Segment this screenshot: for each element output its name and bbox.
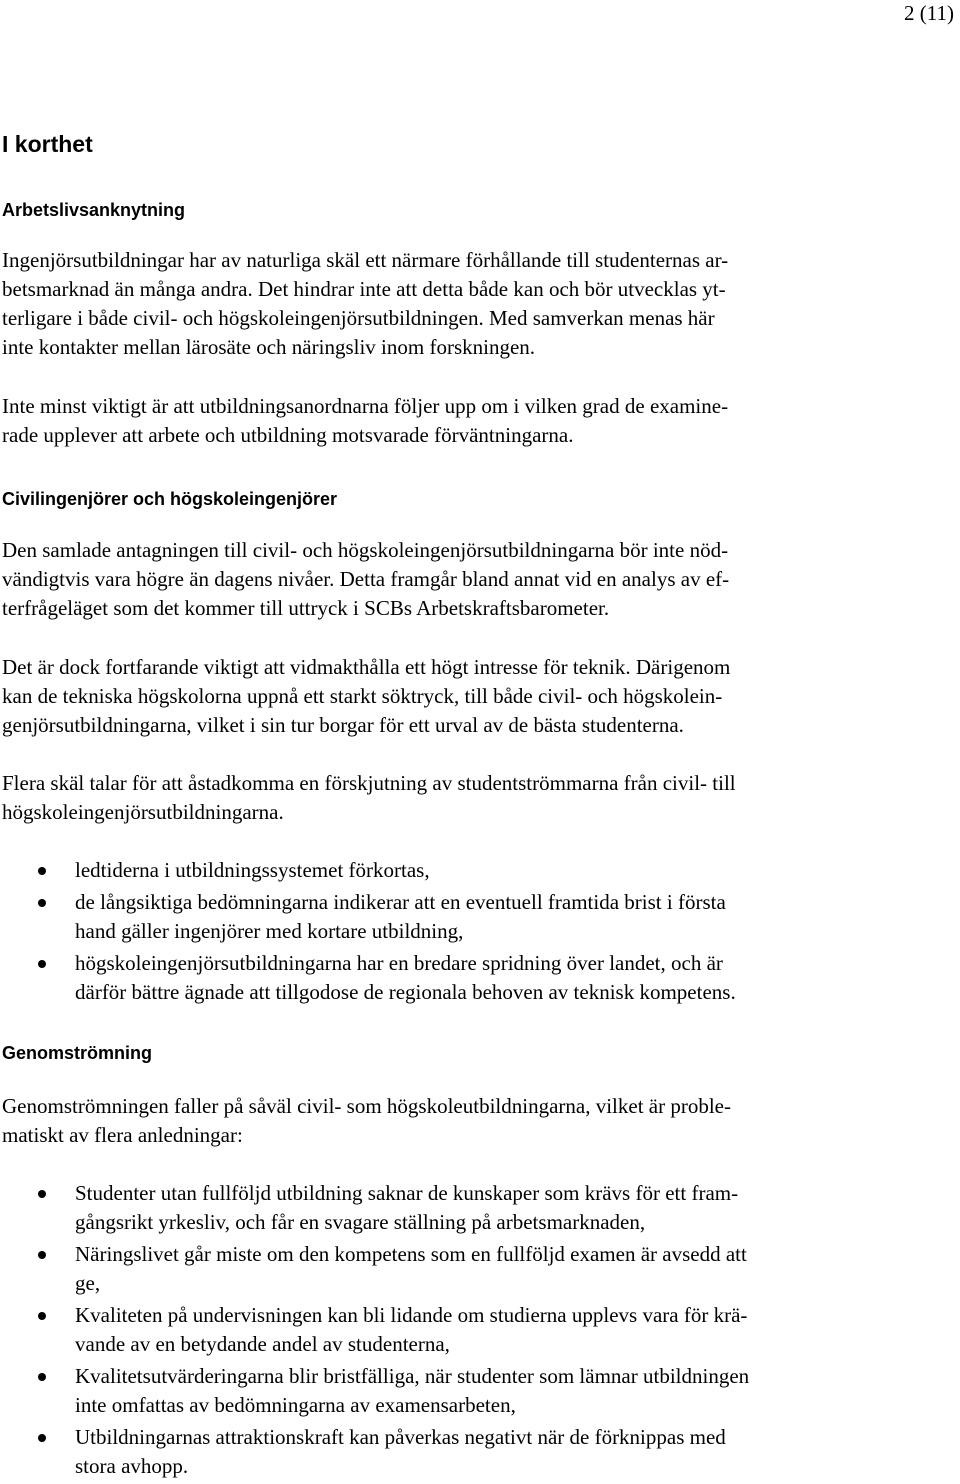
- bullet-icon: [38, 1312, 46, 1320]
- text-line: högskoleingenjörsutbildningarna har en bredare spridning över landet, och är: [75, 951, 723, 975]
- text-line: gångsrikt yrkesliv, och får en svagare ställning på arbetsmarknaden,: [75, 1210, 646, 1234]
- text-line: stora avhopp.: [75, 1454, 189, 1478]
- text-line: ledtiderna i utbildningssystemet förkortas,: [75, 858, 430, 882]
- text-line: Näringslivet går miste om den kompetens som en fullföljd examen är avsedd att: [75, 1242, 747, 1266]
- text-line: terligare i både civil- och högskoleingenjörsutbildningen. Med samverkan menas här: [2, 306, 715, 330]
- heading-arbetslivsanknytning: Arbetslivsanknytning: [2, 200, 186, 220]
- text-line: hand gäller ingenjörer med kortare utbildning,: [75, 919, 464, 943]
- bullet-icon: [38, 1190, 46, 1198]
- bullet-list-civil: [0, 856, 736, 1010]
- paragraph-civil-2: [2, 653, 902, 740]
- bullet-icon: [38, 960, 46, 968]
- text-line: Genomströmningen faller på såväl civil- som högskoleutbildningarna, vilket är proble-: [2, 1094, 731, 1118]
- text-line: därför bättre ägnade att tillgodose de regionala behoven av teknisk kompetens.: [75, 980, 736, 1004]
- text-line: vande av en betydande andel av studenterna,: [75, 1332, 450, 1356]
- text-line: kan de tekniska högskolorna uppnå ett starkt söktryck, till både civil- och högskolein-: [2, 684, 723, 708]
- page-title: I korthet: [2, 131, 93, 157]
- heading-genomstromning: Genomströmning: [2, 1043, 153, 1063]
- text-line: högskoleingenjörsutbildningarna.: [2, 800, 284, 824]
- text-line: inte kontakter mellan lärosäte och näringsliv inom forskningen.: [2, 335, 536, 359]
- text-line: rade upplever att arbete och utbildning motsvarade förväntningarna.: [2, 423, 574, 447]
- bullet-list-genom: [0, 1179, 749, 1484]
- text-line: de långsiktiga bedömningarna indikerar att en eventuell framtida brist i första: [75, 890, 726, 914]
- list-item: [0, 1240, 749, 1298]
- text-line: Inte minst viktigt är att utbildningsanordnarna följer upp om i vilken grad de examine-: [2, 394, 729, 418]
- list-item: [0, 856, 736, 885]
- paragraph-genom-1: [2, 1092, 902, 1150]
- text-line: Ingenjörsutbildningar har av naturliga skäl ett närmare förhållande till studenternas ar-: [2, 248, 729, 272]
- list-item: [0, 888, 736, 946]
- bullet-icon: [38, 1434, 46, 1442]
- paragraph-civil-3: [2, 769, 902, 827]
- list-item: [0, 1423, 749, 1481]
- text-line: Studenter utan fullföljd utbildning saknar de kunskaper som krävs för ett fram-: [75, 1181, 739, 1205]
- text-line: betsmarknad än många andra. Det hindrar inte att detta både kan och bör utvecklas yt-: [2, 277, 726, 301]
- list-item: [0, 949, 736, 1007]
- text-line: vändigtvis vara högre än dagens nivåer. Detta framgår bland annat vid en analys av ef-: [2, 567, 730, 591]
- text-line: matiskt av flera anledningar:: [2, 1123, 243, 1147]
- text-line: Den samlade antagningen till civil- och högskoleingenjörsutbildningarna bör inte nöd-: [2, 538, 729, 562]
- bullet-icon: [38, 1373, 46, 1381]
- text-line: ge,: [75, 1271, 101, 1295]
- text-line: inte omfattas av bedömningarna av examensarbeten,: [75, 1393, 516, 1417]
- text-line: Kvalitetsutvärderingarna blir bristfälliga, när studenter som lämnar utbildningen: [75, 1364, 750, 1388]
- bullet-icon: [38, 899, 46, 907]
- text-line: genjörsutbildningarna, vilket i sin tur borgar för ett urval av de bästa studenterna.: [2, 713, 684, 737]
- heading-civilingenjorer: Civilingenjörer och högskoleingenjörer: [2, 489, 338, 509]
- paragraph-arbetsliv-2: [2, 392, 902, 450]
- text-line: Flera skäl talar för att åstadkomma en förskjutning av studentströmmarna från civil- till: [2, 771, 736, 795]
- text-line: Kvaliteten på undervisningen kan bli lidande om studierna upplevs vara för krä-: [75, 1303, 748, 1327]
- paragraph-arbetsliv-1: [2, 246, 902, 362]
- list-item: [0, 1362, 749, 1420]
- text-line: terfrågeläget som det kommer till uttryck i SCBs Arbetskraftsbarometer.: [2, 596, 610, 620]
- paragraph-civil-1: [2, 536, 902, 623]
- text-line: Utbildningarnas attraktionskraft kan påverkas negativt när de förknippas med: [75, 1425, 726, 1449]
- list-item: [0, 1179, 749, 1237]
- list-item: [0, 1301, 749, 1359]
- text-line: Det är dock fortfarande viktigt att vidmakthålla ett högt intresse för teknik. Därigenom: [2, 655, 731, 679]
- bullet-icon: [38, 1251, 46, 1259]
- bullet-icon: [38, 867, 46, 875]
- page-number: 2 (11): [904, 1, 954, 25]
